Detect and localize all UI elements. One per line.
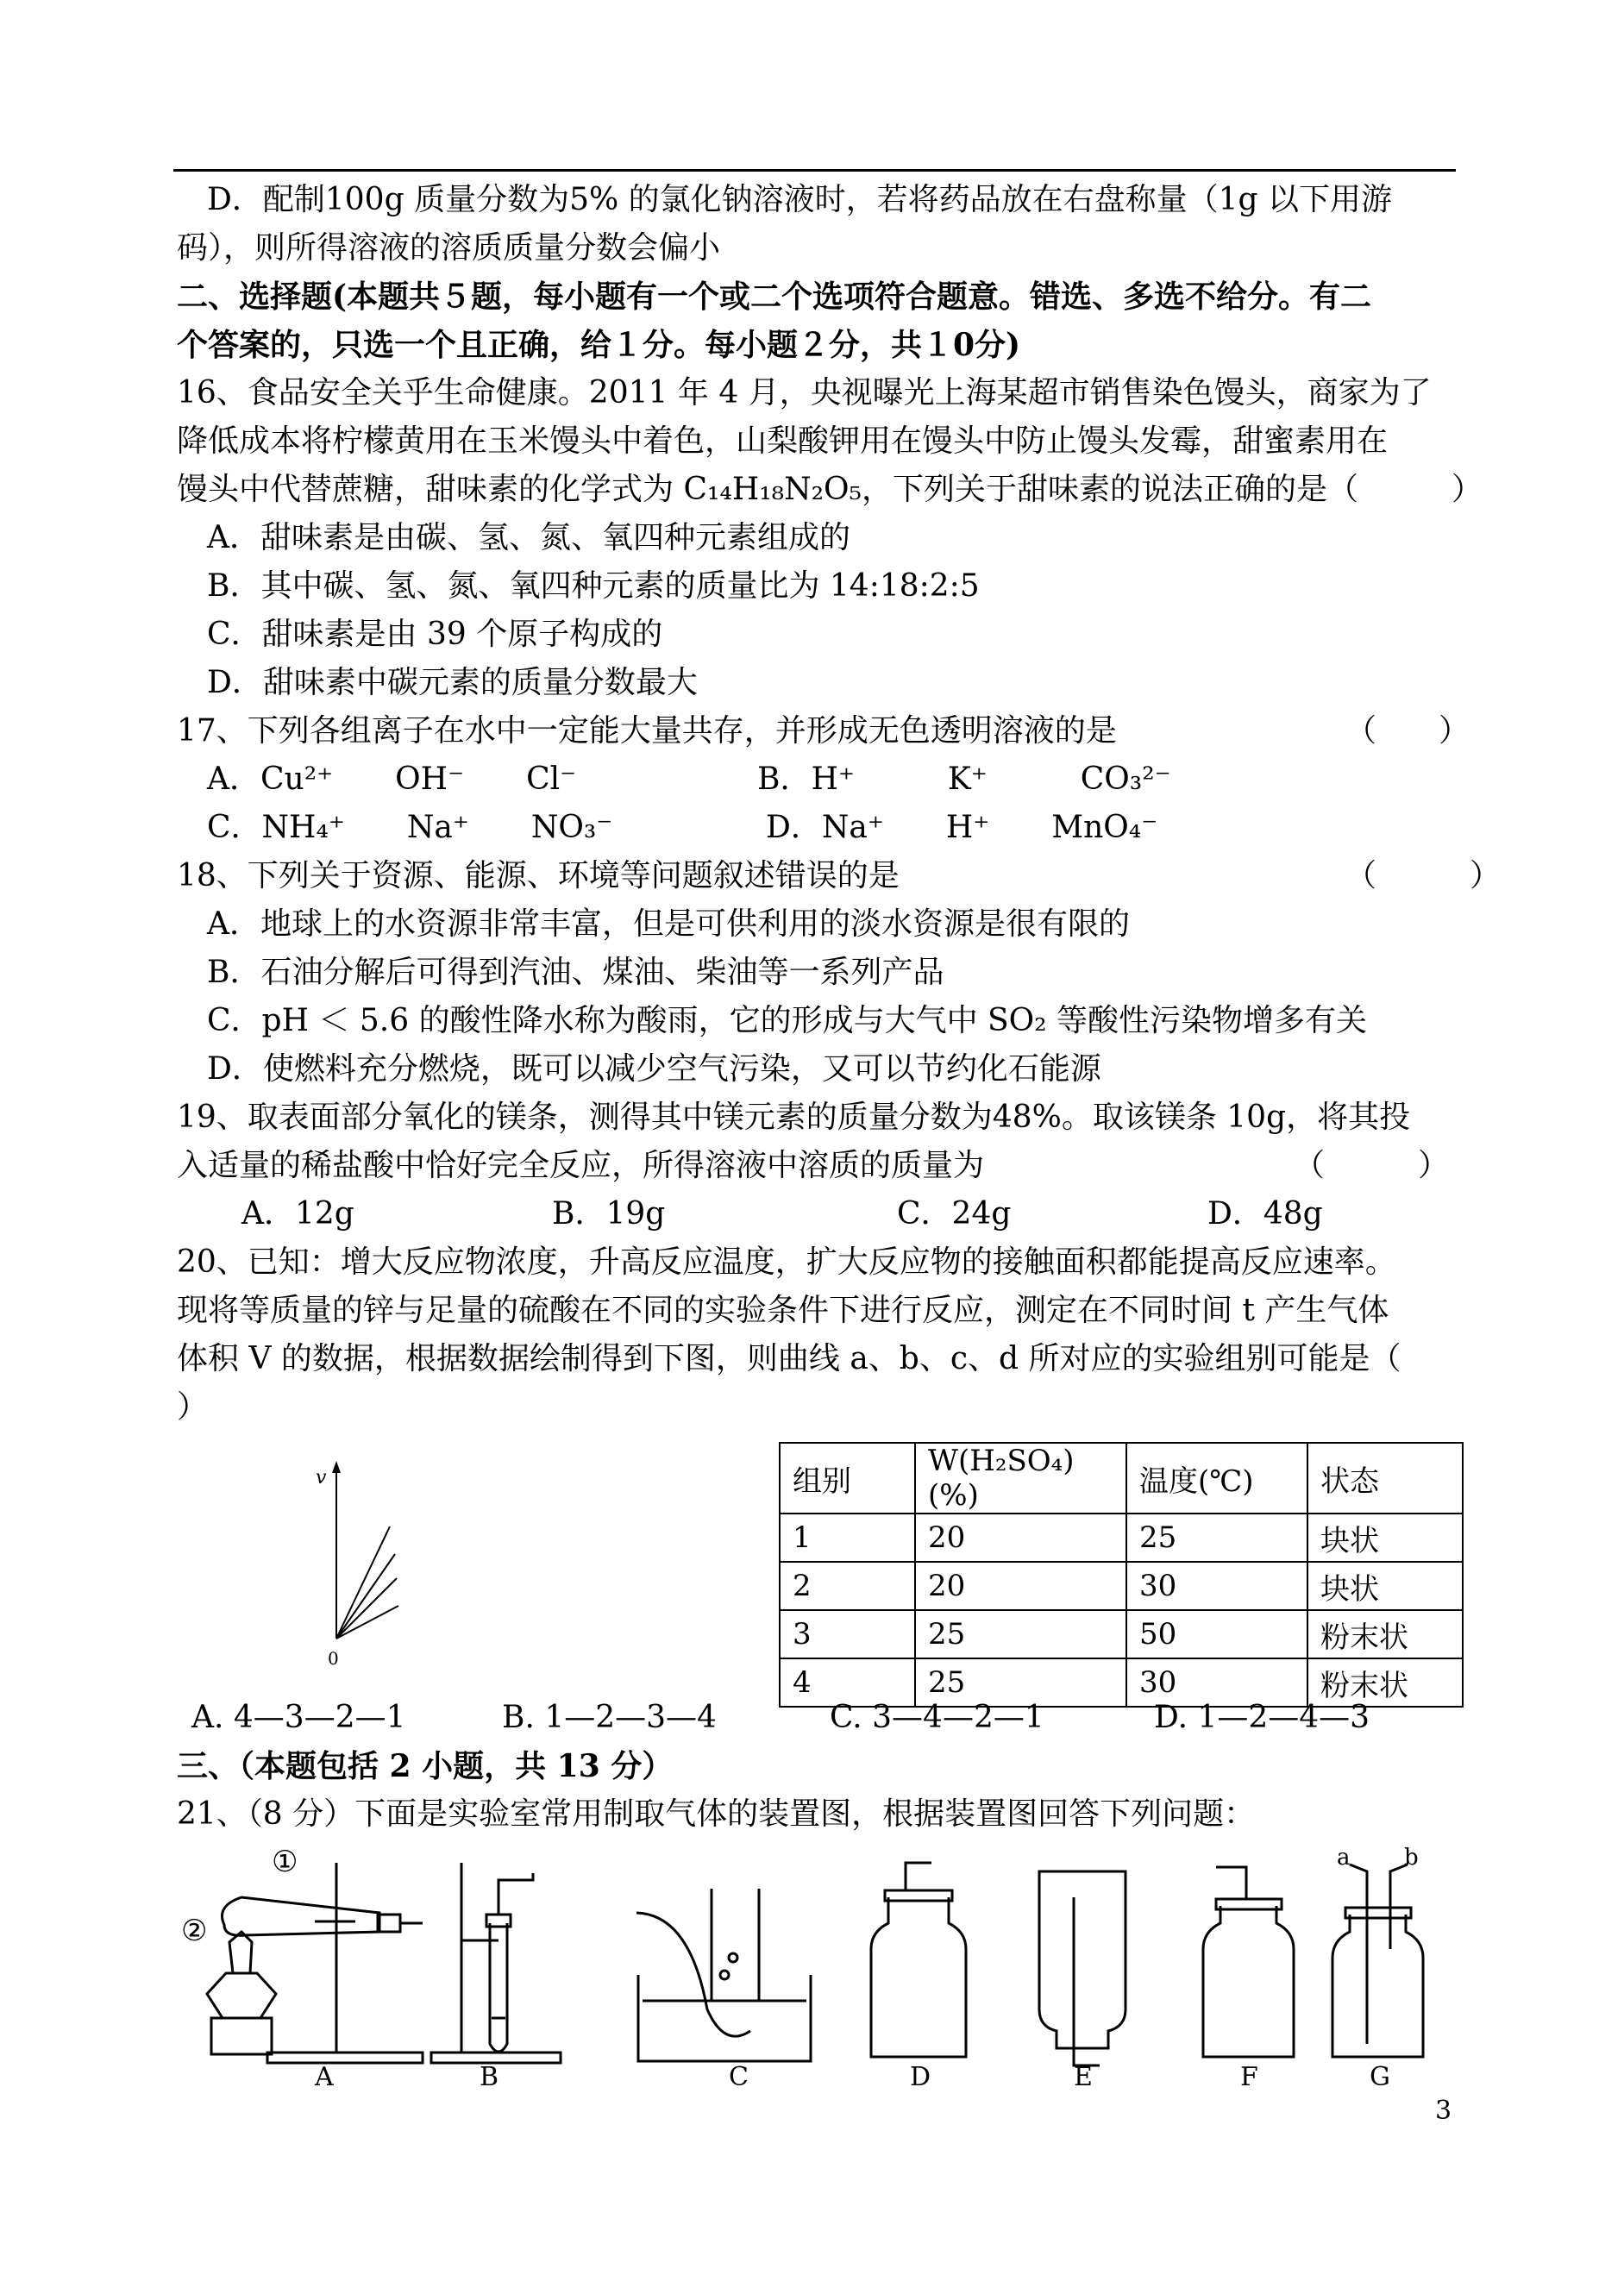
q18-stem: 18、下列关于资源、能源、环境等问题叙述错误的是: [177, 858, 900, 893]
curve-a: [336, 1526, 390, 1639]
table-row: [780, 1514, 1463, 1562]
table-cell: 2: [780, 1562, 915, 1610]
page-number: 3: [1435, 2096, 1452, 2126]
apparatus-label-f: F: [1240, 2062, 1258, 2087]
q20-option-b: B. 1—2—3—4: [502, 1700, 717, 1735]
apparatus-f-bottle: [1203, 1867, 1294, 2057]
table-header-row: [780, 1443, 1463, 1514]
q20-stem-line4: ）: [177, 1389, 209, 1425]
header-rule: [173, 169, 1456, 172]
apparatus-b-test-tube: [431, 1863, 561, 2063]
table-cell: 4: [780, 1658, 915, 1707]
section3-heading: 三、（本题包括 2 小题，共 13 分）: [177, 1748, 674, 1784]
q15-option-d-line1: D．配制100g 质量分数为5% 的氯化钠溶液时，若将药品放在右盘称量（1g 以下用游: [207, 182, 1393, 217]
q17-option-a: A．Cu²⁺ OH⁻ Cl⁻: [207, 762, 577, 797]
apparatus-label-a: A: [315, 2062, 334, 2087]
v-axis-label: v: [316, 1467, 327, 1489]
table-header-cell: 状态: [1307, 1443, 1463, 1514]
table-cell: 50: [1126, 1610, 1307, 1658]
table-cell: 30: [1126, 1658, 1307, 1707]
curve-b: [336, 1554, 395, 1639]
q16-stem-line3: 馒头中代替蔗糖，甜味素的化学式为 C₁₄H₁₈N₂O₅，下列关于甜味素的说法正确的是（ ）: [177, 472, 1483, 507]
q18-option-c: C．pH ＜ 5.6 的酸性降水称为酸雨，它的形成与大气中 SO₂ 等酸性污染物增多有关: [207, 1003, 1368, 1038]
q21-stem: 21、（8 分）下面是实验室常用制取气体的装置图，根据装置图回答下列问题：: [177, 1796, 1256, 1832]
table-cell: 粉末状: [1307, 1658, 1463, 1707]
q19-stem-line1: 19、取表面部分氧化的镁条，测得其中镁元素的质量分数为48%。取该镁条 10g，将其投: [177, 1100, 1411, 1135]
q16-option-b: B．其中碳、氢、氮、氧四种元素的质量比为 14:18:2:5: [207, 568, 980, 604]
q16-stem-line1: 16、食品安全关乎生命健康。2011 年 4 月，央视曝光上海某超市销售染色馒头，商家为了: [177, 375, 1432, 411]
apparatus-label-e: E: [1074, 2062, 1093, 2087]
q16-option-d: D．甜味素中碳元素的质量分数最大: [207, 665, 698, 700]
table-header-cell: 温度(℃): [1126, 1443, 1307, 1514]
q19-answer-paren: （ ）: [1294, 1148, 1450, 1183]
q16-stem-line2: 降低成本将柠檬黄用在玉米馒头中着色，山梨酸钾用在馒头中防止馒头发霉，甜蜜素用在: [177, 423, 1389, 459]
table-header-cell: 组别: [780, 1443, 915, 1514]
section2-heading-line1: 二、选择题(本题共５题，每小题有一个或二个选项符合题意。错选、多选不给分。有二: [177, 279, 1372, 315]
q20-option-d: D. 1—2—4—3: [1154, 1700, 1370, 1735]
q19-stem-line2: 入适量的稀盐酸中恰好完全反应，所得溶液中溶质的质量为: [177, 1148, 985, 1183]
table-cell: 25: [915, 1610, 1126, 1658]
q16-option-a: A．甜味素是由碳、氢、氮、氧四种元素组成的: [207, 520, 850, 555]
marker-1: ①: [272, 1846, 298, 1879]
q18-option-a: A．地球上的水资源非常丰富，但是可供利用的淡水资源是很有限的: [207, 906, 1130, 942]
q19-option-a: A．12g: [241, 1196, 354, 1232]
table-cell: 块状: [1307, 1514, 1463, 1562]
q17-option-b: B．H⁺ K⁺ CO₃²⁻: [757, 762, 1171, 797]
table-cell: 3: [780, 1610, 915, 1658]
table-cell: 块状: [1307, 1562, 1463, 1610]
table-cell: 20: [915, 1514, 1126, 1562]
q19-option-d: D．48g: [1207, 1196, 1323, 1232]
curve-c: [336, 1578, 397, 1639]
table-cell: 25: [1126, 1514, 1307, 1562]
q18-option-d: D．使燃料充分燃烧，既可以减少空气污染，又可以节约化石能源: [207, 1051, 1101, 1087]
q17-stem: 17、下列各组离子在水中一定能大量共存，并形成无色透明溶液的是: [177, 713, 1117, 749]
origin-label: 0: [328, 1648, 339, 1669]
q20-option-c: C. 3—4—2—1: [830, 1700, 1044, 1735]
port-a-label: a: [1337, 1846, 1351, 1871]
table-row: [780, 1610, 1463, 1658]
apparatus-g-bottle: [1332, 1865, 1423, 2057]
apparatus-label-g: G: [1370, 2062, 1390, 2087]
q17-option-c: C．NH₄⁺ Na⁺ NO₃⁻: [207, 810, 613, 845]
section2-heading-line2: 个答案的，只选一个且正确，给１分。每小题２分，共１0分): [177, 327, 1021, 363]
q18-answer-paren: （ ）: [1345, 858, 1502, 893]
apparatus-c-water-trough: [636, 1889, 811, 2061]
table-cell: 30: [1126, 1562, 1307, 1610]
table-cell: 20: [915, 1562, 1126, 1610]
apparatus-label-b: B: [480, 2062, 499, 2087]
q20-stem-line3: 体积 V 的数据，根据数据绘制得到下图，则曲线 a、b、c、d 所对应的实验组别可能是（: [177, 1341, 1401, 1376]
q19-option-b: B．19g: [552, 1196, 666, 1232]
apparatus-label-d: D: [910, 2062, 931, 2087]
v-axis-arrow: [332, 1461, 341, 1473]
table-header-cell: W(H₂SO₄)(%): [915, 1443, 1126, 1514]
table-row: [780, 1562, 1463, 1610]
curve-d: [336, 1606, 398, 1639]
apparatus-a-heating: [207, 1863, 423, 2063]
apparatus-e-inverted-bottle: [1039, 1871, 1126, 2065]
q16-option-c: C．甜味素是由 39 个原子构成的: [207, 617, 663, 652]
q17-option-d: D．Na⁺ H⁺ MnO₄⁻: [766, 810, 1158, 845]
table-cell: 1: [780, 1514, 915, 1562]
experiment-conditions-table: [779, 1442, 1464, 1708]
reaction-rate-graph: [310, 1457, 431, 1673]
apparatus-d-bottle: [871, 1863, 966, 2057]
marker-2: ②: [181, 1914, 208, 1948]
q19-option-c: C．24g: [897, 1196, 1012, 1232]
q20-option-a: A. 4—3—2—1: [191, 1700, 406, 1735]
port-b-label: b: [1404, 1846, 1419, 1871]
apparatus-label-c: C: [729, 2062, 749, 2087]
q17-answer-paren: （ ）: [1345, 713, 1470, 749]
q20-stem-line1: 20、已知：增大反应物浓度，升高反应温度，扩大反应物的接触面积都能提高反应速率。: [177, 1244, 1396, 1280]
table-cell: 25: [915, 1658, 1126, 1707]
q20-stem-line2: 现将等质量的锌与足量的硫酸在不同的实验条件下进行反应，测定在不同时间 t 产生气体: [177, 1293, 1389, 1328]
lab-apparatus-figure: [172, 1846, 1449, 2087]
q18-option-b: B．石油分解后可得到汽油、煤油、柴油等一系列产品: [207, 955, 944, 990]
table-cell: 粉末状: [1307, 1610, 1463, 1658]
q15-option-d-line2: 码），则所得溶液的溶质质量分数会偏小: [177, 230, 721, 266]
